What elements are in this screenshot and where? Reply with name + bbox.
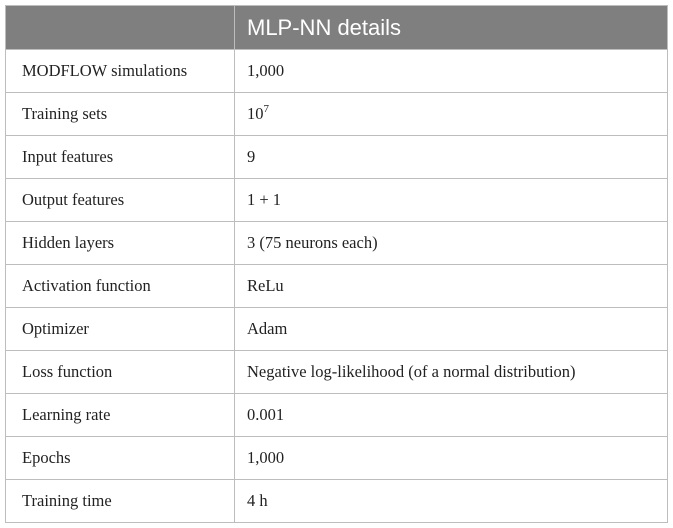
row-value: 1,000 [235, 50, 668, 93]
row-label: Input features [6, 136, 235, 179]
row-value: 1 + 1 [235, 179, 668, 222]
table-row [6, 93, 668, 136]
table-row [6, 308, 668, 351]
row-value: 4 h [235, 480, 668, 523]
row-label: Learning rate [6, 394, 235, 437]
table-row [6, 351, 668, 394]
value-base: 10 [247, 104, 264, 123]
table-row [6, 179, 668, 222]
table-row [6, 394, 668, 437]
table-row [6, 50, 668, 93]
row-value [235, 93, 668, 136]
row-label: Hidden layers [6, 222, 235, 265]
row-label: Activation function [6, 265, 235, 308]
row-label: Output features [6, 179, 235, 222]
table-row [6, 136, 668, 179]
table-header-row [6, 6, 668, 50]
row-label: MODFLOW simulations [6, 50, 235, 93]
mlp-nn-details-table [5, 5, 668, 523]
row-label: Optimizer [6, 308, 235, 351]
row-label: Loss function [6, 351, 235, 394]
row-value: Negative log-likelihood (of a normal distribution) [235, 351, 668, 394]
details-table-container [5, 5, 667, 523]
table-row [6, 480, 668, 523]
row-value: Adam [235, 308, 668, 351]
row-label: Training sets [6, 93, 235, 136]
row-value: 0.001 [235, 394, 668, 437]
row-label: Training time [6, 480, 235, 523]
value-exponent: 7 [263, 103, 269, 115]
header-empty-cell [6, 6, 235, 50]
table-row [6, 437, 668, 480]
row-value: ReLu [235, 265, 668, 308]
row-value: 1,000 [235, 437, 668, 480]
table-row [6, 222, 668, 265]
table-row [6, 265, 668, 308]
row-value: 3 (75 neurons each) [235, 222, 668, 265]
row-label: Epochs [6, 437, 235, 480]
row-value: 9 [235, 136, 668, 179]
header-title: MLP-NN details [235, 6, 668, 50]
